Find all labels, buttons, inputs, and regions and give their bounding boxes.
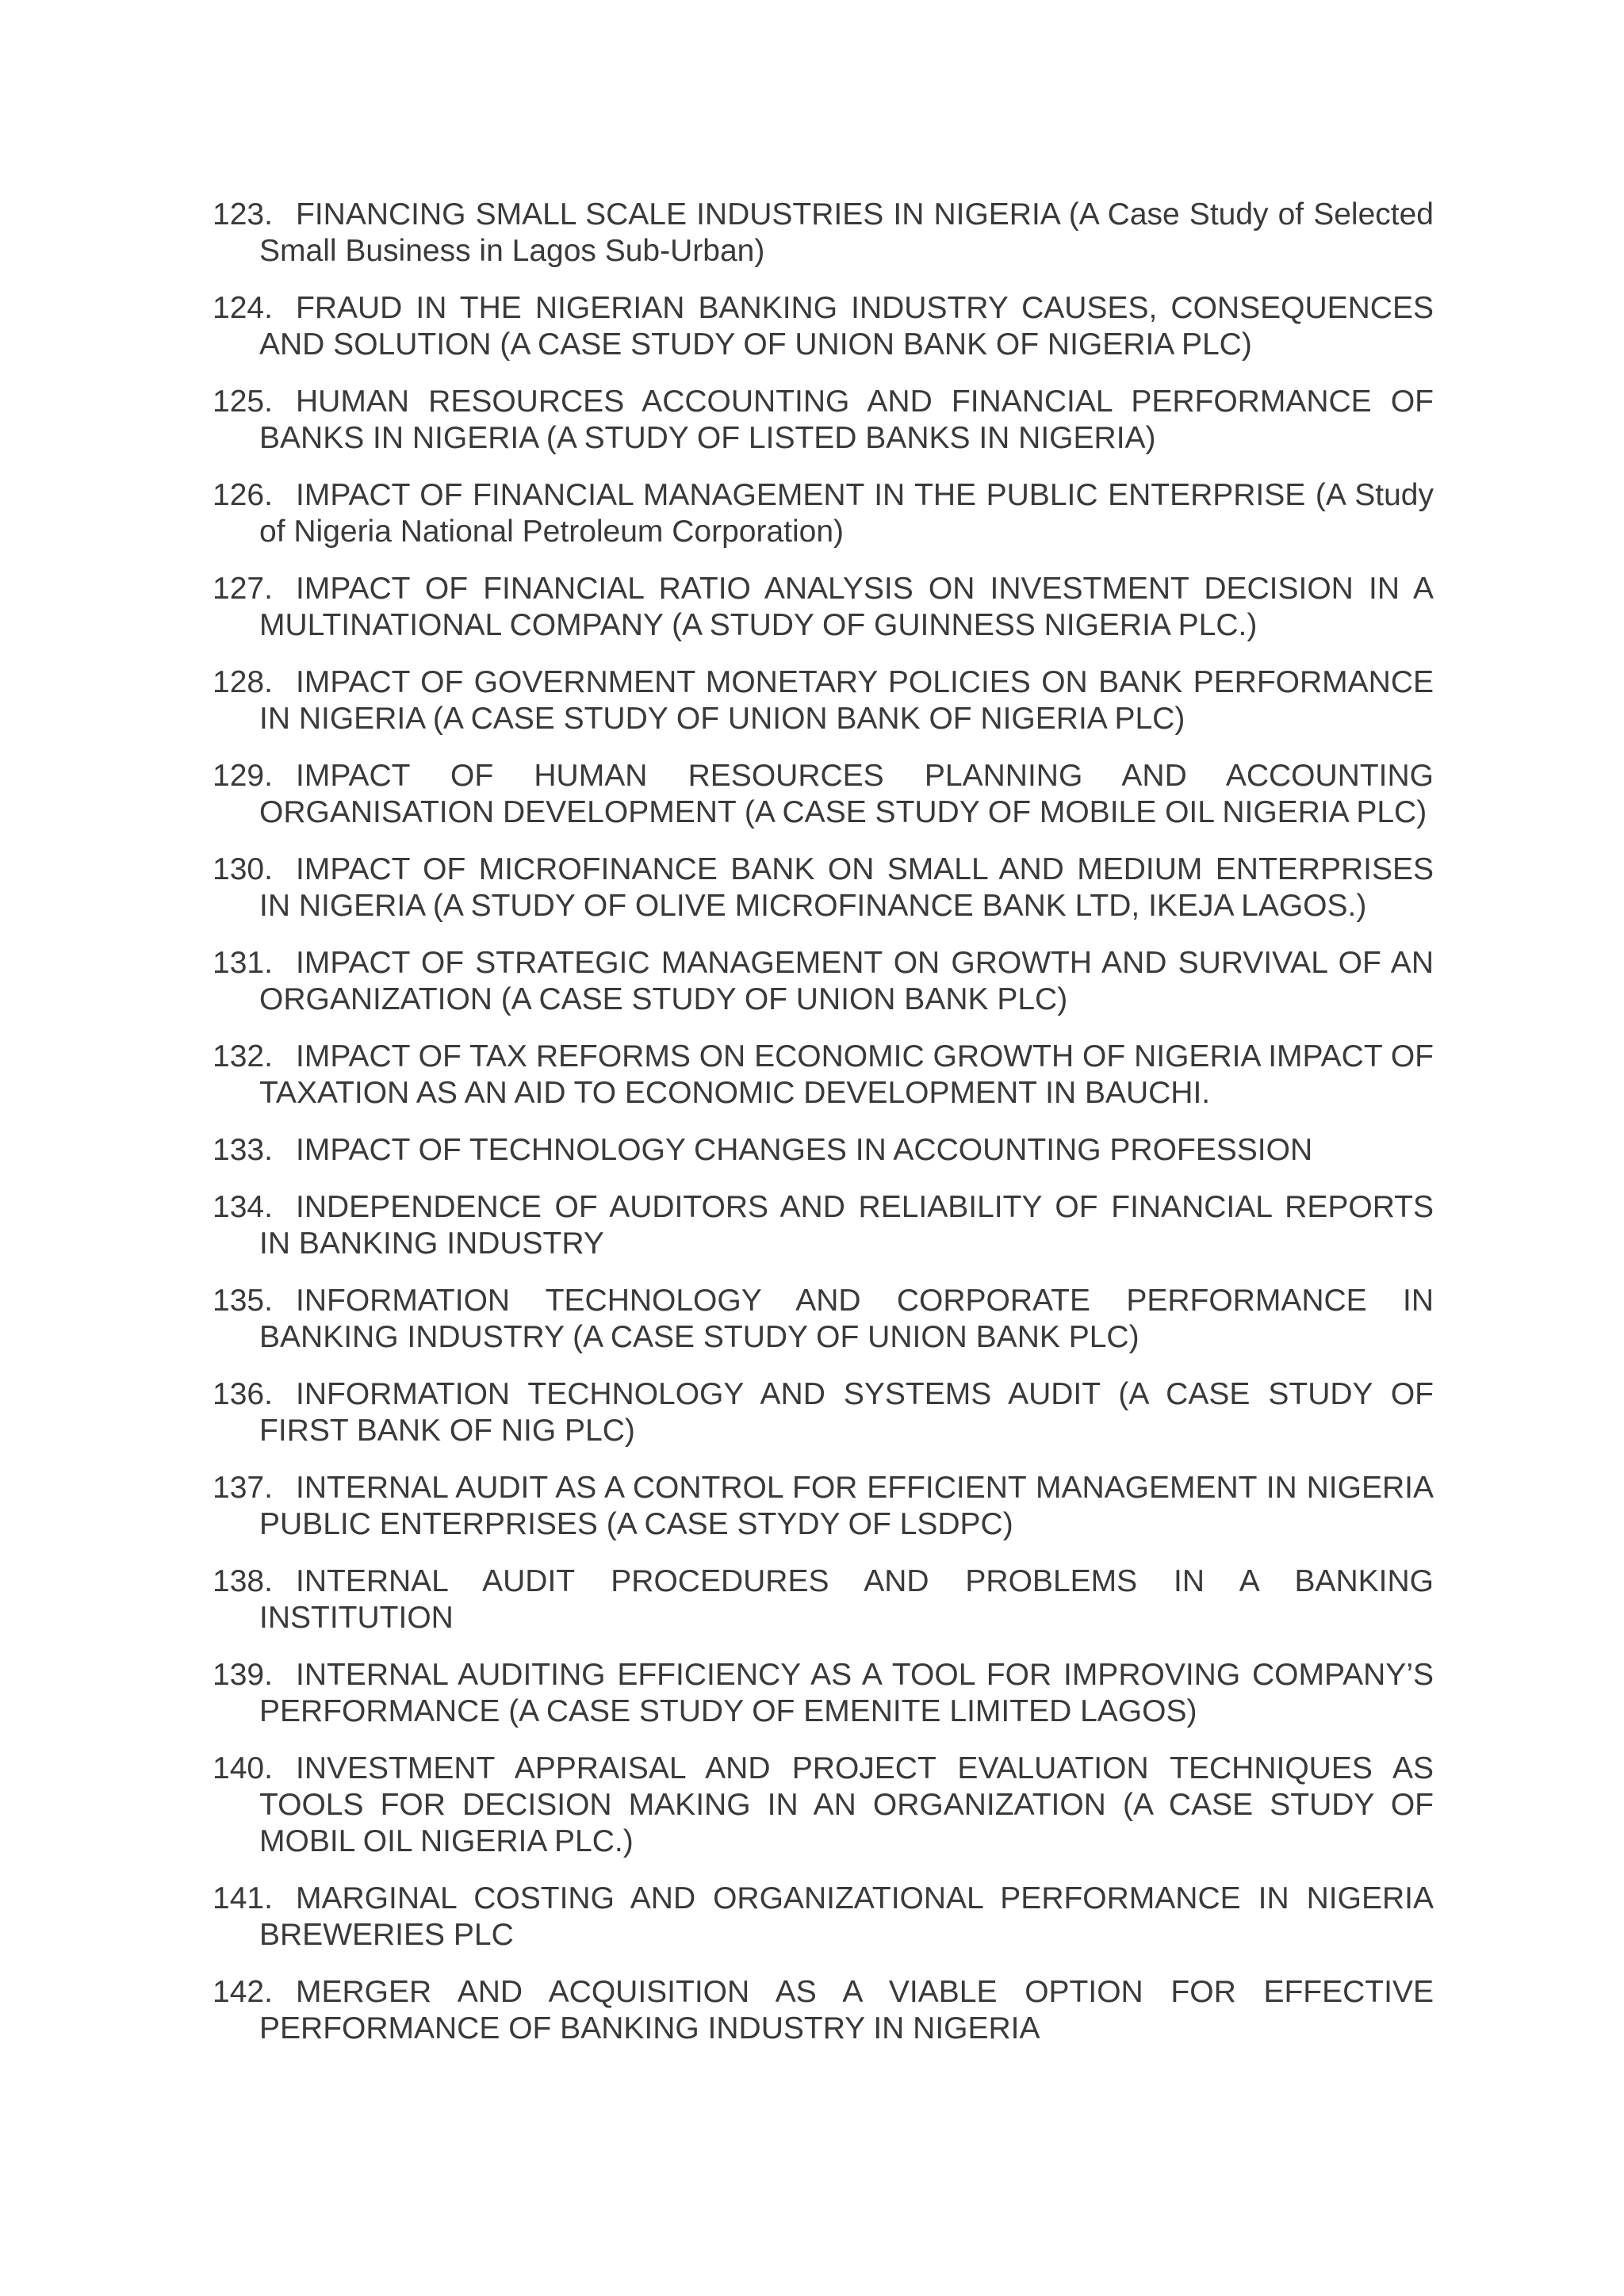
item-number: 130. [213,852,273,886]
list-item [213,1563,1434,1636]
list-item [213,571,1434,644]
item-number: 128. [213,665,273,699]
item-text: IMPACT OF STRATEGIC MANAGEMENT ON GROWTH AND SURVIVAL OF AN ORGANIZATION (A CASE STUDY OF UNION BANK PLC) [259,946,1434,1016]
item-text: IMPACT OF TECHNOLOGY CHANGES IN ACCOUNTING PROFESSION [296,1133,1313,1167]
list-item [213,664,1434,737]
item-number: 133. [213,1133,273,1167]
item-text: IMPACT OF FINANCIAL MANAGEMENT IN THE PUBLIC ENTERPRISE (A Study of Nigeria National Petroleum Corporation) [259,478,1434,549]
list-item [213,1974,1434,2047]
list-item [213,1751,1434,1860]
item-number: 132. [213,1039,273,1073]
list-item [213,1470,1434,1543]
item-number: 140. [213,1751,273,1785]
item-text: INVESTMENT APPRAISAL AND PROJECT EVALUATION TECHNIQUES AS TOOLS FOR DECISION MAKING IN AN ORGANIZATION (A CASE STUDY OF MOBIL OIL NIGERIA PLC.) [259,1751,1434,1858]
list-item [213,477,1434,550]
item-text: INFORMATION TECHNOLOGY AND SYSTEMS AUDIT (A CASE STUDY OF FIRST BANK OF NIG PLC) [259,1377,1434,1448]
item-number: 137. [213,1471,273,1505]
list-item [213,1657,1434,1730]
list-item [213,384,1434,457]
list-item [213,1283,1434,1356]
item-number: 129. [213,759,273,793]
list-item [213,851,1434,924]
item-text: FINANCING SMALL SCALE INDUSTRIES IN NIGERIA (A Case Study of Selected Small Business in Lagos Sub-Urban) [259,197,1434,268]
list-item [213,1376,1434,1449]
list-item [213,290,1434,363]
item-number: 141. [213,1881,273,1915]
page-content [213,197,1434,2068]
item-number: 142. [213,1975,273,2009]
list-item [213,197,1434,270]
list-item [213,1881,1434,1954]
item-text: IMPACT OF FINANCIAL RATIO ANALYSIS ON INVESTMENT DECISION IN A MULTINATIONAL COMPANY (A STUDY OF GUINNESS NIGERIA PLC.) [259,572,1434,642]
item-text: INTERNAL AUDITING EFFICIENCY AS A TOOL FOR IMPROVING COMPANY’S PERFORMANCE (A CASE STUDY OF EMENITE LIMITED LAGOS) [259,1658,1434,1728]
list-item [213,758,1434,831]
project-topic-list [213,197,1434,2047]
item-text: INTERNAL AUDIT PROCEDURES AND PROBLEMS IN A BANKING INSTITUTION [259,1564,1434,1635]
item-number: 136. [213,1377,273,1411]
item-text: INFORMATION TECHNOLOGY AND CORPORATE PERFORMANCE IN BANKING INDUSTRY (A CASE STUDY OF UNION BANK PLC) [259,1284,1434,1354]
item-text: MERGER AND ACQUISITION AS A VIABLE OPTION FOR EFFECTIVE PERFORMANCE OF BANKING INDUSTRY IN NIGERIA [259,1975,1434,2045]
item-text: FRAUD IN THE NIGERIAN BANKING INDUSTRY CAUSES, CONSEQUENCES AND SOLUTION (A CASE STUDY OF UNION BANK OF NIGERIA PLC) [259,291,1434,362]
item-text: IMPACT OF MICROFINANCE BANK ON SMALL AND MEDIUM ENTERPRISES IN NIGERIA (A STUDY OF OLIVE MICROFINANCE BANK LTD, IKEJA LAGOS.) [259,852,1434,923]
item-number: 135. [213,1284,273,1318]
item-text: INTERNAL AUDIT AS A CONTROL FOR EFFICIENT MANAGEMENT IN NIGERIA PUBLIC ENTERPRISES (A CASE STYDY OF LSDPC) [259,1471,1434,1541]
list-item [213,1189,1434,1262]
item-number: 127. [213,572,273,606]
item-number: 139. [213,1658,273,1692]
item-text: IMPACT OF HUMAN RESOURCES PLANNING AND ACCOUNTING ORGANISATION DEVELOPMENT (A CASE STUDY OF MOBILE OIL NIGERIA PLC) [259,759,1434,829]
list-item [213,1039,1434,1112]
item-number: 134. [213,1190,273,1224]
item-number: 138. [213,1564,273,1598]
item-number: 123. [213,197,273,232]
item-number: 124. [213,291,273,325]
item-text: INDEPENDENCE OF AUDITORS AND RELIABILITY OF FINANCIAL REPORTS IN BANKING INDUSTRY [259,1190,1434,1261]
item-number: 126. [213,478,273,512]
item-text: MARGINAL COSTING AND ORGANIZATIONAL PERFORMANCE IN NIGERIA BREWERIES PLC [259,1881,1434,1952]
list-item [213,945,1434,1018]
item-number: 125. [213,385,273,419]
item-text: IMPACT OF TAX REFORMS ON ECONOMIC GROWTH OF NIGERIA IMPACT OF TAXATION AS AN AID TO ECONOMIC DEVELOPMENT IN BAUCHI. [259,1039,1434,1110]
item-text: HUMAN RESOURCES ACCOUNTING AND FINANCIAL PERFORMANCE OF BANKS IN NIGERIA (A STUDY OF LISTED BANKS IN NIGERIA) [259,385,1434,455]
item-text: IMPACT OF GOVERNMENT MONETARY POLICIES ON BANK PERFORMANCE IN NIGERIA (A CASE STUDY OF UNION BANK OF NIGERIA PLC) [259,665,1434,736]
item-number: 131. [213,946,273,980]
list-item [213,1132,1434,1169]
